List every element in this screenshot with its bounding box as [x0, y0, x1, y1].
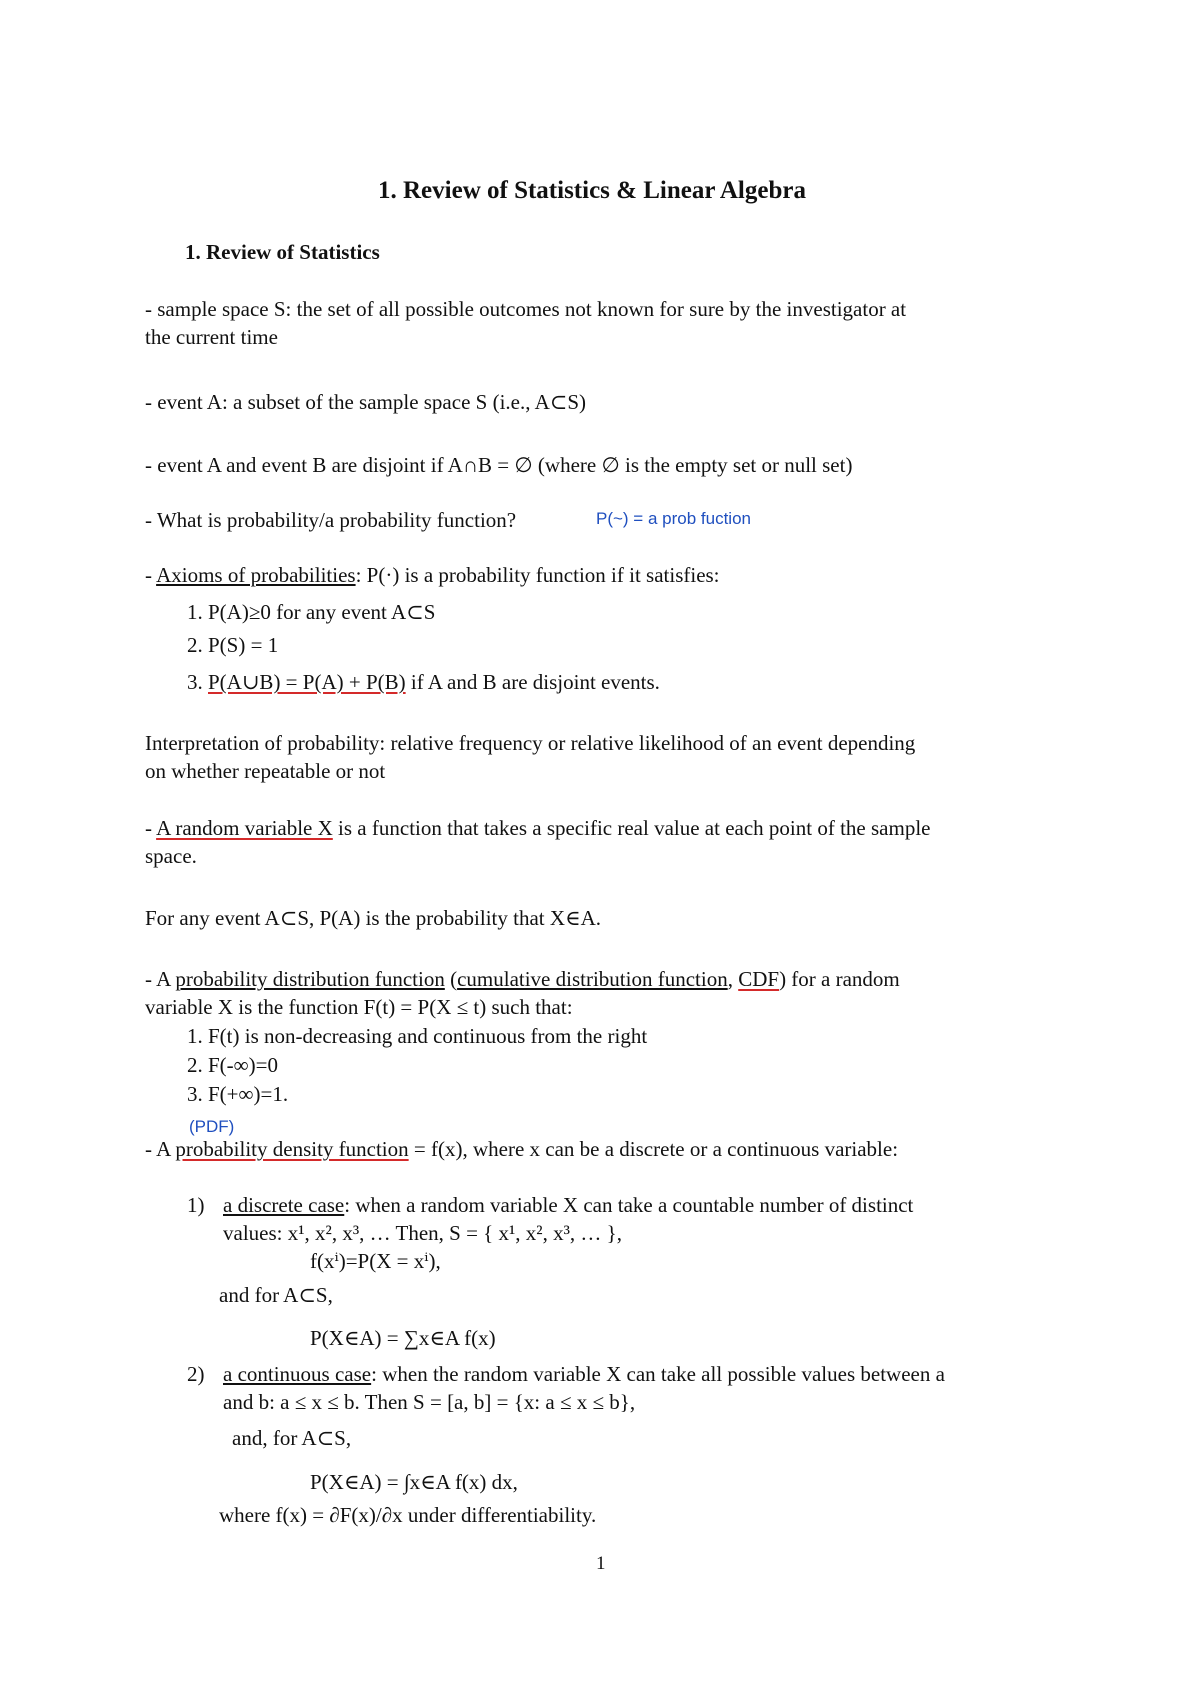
axiom-item-3 [187, 670, 660, 695]
cdf-prefix: - A [145, 967, 176, 991]
discrete-number: 1) [187, 1193, 205, 1217]
pdf-rest: = f(x), where x can be a discrete or a continuous variable: [408, 1137, 899, 1161]
cdf-mid-2: , [727, 967, 739, 991]
continuous-line-4: P(X∈A) = ∫x∈A f(x) dx, [310, 1470, 518, 1494]
cdf-label-cumulative: cumulative distribution function [457, 967, 728, 991]
section-heading: 1. Review of Statistics [185, 240, 380, 264]
discrete-label: a discrete case [223, 1193, 345, 1217]
random-variable-line-2: space. [145, 844, 197, 868]
axiom-item-3-formula: P(A∪B) = P(A) + P(B) [208, 670, 406, 694]
discrete-line-1 [223, 1193, 913, 1218]
continuous-line-1 [223, 1362, 945, 1387]
cdf-label-abbrev: CDF [738, 967, 780, 991]
axioms-label: Axioms of probabilities [156, 563, 356, 587]
pdf-label: probability density function [175, 1137, 409, 1161]
continuous-line-3: and, for A⊂S, [232, 1426, 352, 1450]
rv-rest: is a function that takes a specific real value at each point of the sample [332, 816, 931, 840]
interpretation-line-2: on whether repeatable or not [145, 759, 386, 783]
what-is-probability-line: - What is probability/a probability function? [145, 508, 517, 532]
sample-space-line-1: - sample space S: the set of all possible outcomes not known for sure by the investigator at [145, 297, 907, 321]
rv-label: A random variable X [156, 816, 333, 840]
cdf-mid-1: ( [444, 967, 458, 991]
continuous-line-2: and b: a ≤ x ≤ b. Then S = [a, b] = {x: a ≤ x ≤ b}, [223, 1390, 636, 1414]
discrete-line-3: f(xⁱ)=P(X = xⁱ), [310, 1249, 441, 1273]
cdf-item-2: 2. F(-∞)=0 [187, 1053, 278, 1077]
cdf-item-1: 1. F(t) is non-decreasing and continuous from the right [187, 1024, 648, 1048]
cdf-line-2: variable X is the function F(t) = P(X ≤ t) such that: [145, 995, 573, 1019]
axiom-item-3-number: 3. [187, 670, 208, 694]
continuous-line-5: where f(x) = ∂F(x)/∂x under differentiability. [219, 1503, 597, 1527]
cdf-item-3: 3. F(+∞)=1. [187, 1082, 289, 1106]
disjoint-line: - event A and event B are disjoint if A∩B = ∅ (where ∅ is the empty set or null set) [145, 453, 853, 477]
continuous-label: a continuous case [223, 1362, 372, 1386]
continuous-number: 2) [187, 1362, 205, 1386]
axioms-line [145, 563, 720, 588]
pdf-prefix: - A [145, 1137, 176, 1161]
discrete-line-5: P(X∈A) = ∑x∈A f(x) [310, 1326, 496, 1350]
cdf-rest: ) for a random [779, 967, 900, 991]
cdf-label-distribution: probability distribution function [175, 967, 445, 991]
axiom-item-3-rest: if A and B are disjoint events. [405, 670, 660, 694]
discrete-line-4: and for A⊂S, [219, 1283, 333, 1307]
rv-prefix: - [145, 816, 157, 840]
any-event-line: For any event A⊂S, P(A) is the probability that X∈A. [145, 906, 602, 930]
interpretation-line-1: Interpretation of probability: relative frequency or relative likelihood of an event depending [145, 731, 916, 755]
cdf-line-1 [145, 967, 900, 992]
pdf-line [145, 1137, 898, 1162]
page-number: 1 [596, 1553, 606, 1574]
handwritten-note-pdf: (PDF) [189, 1117, 235, 1136]
continuous-rest: : when the random variable X can take all possible values between a [371, 1362, 945, 1386]
discrete-line-2: values: x¹, x², x³, … Then, S = { x¹, x², x³, … }, [223, 1221, 622, 1245]
handwritten-note-prob-function: P(~) = a prob fuction [596, 509, 751, 528]
random-variable-line-1 [145, 816, 930, 841]
page-title: 1. Review of Statistics & Linear Algebra [378, 177, 806, 204]
discrete-rest: : when a random variable X can take a countable number of distinct [344, 1193, 914, 1217]
event-a-line: - event A: a subset of the sample space S (i.e., A⊂S) [145, 390, 586, 414]
axioms-prefix: - [145, 563, 157, 587]
axiom-item-2: 2. P(S) = 1 [187, 633, 279, 657]
axiom-item-1: 1. P(A)≥0 for any event A⊂S [187, 600, 436, 624]
sample-space-line-2: the current time [145, 325, 278, 349]
axioms-rest: : P(·) is a probability function if it satisfies: [355, 563, 720, 587]
